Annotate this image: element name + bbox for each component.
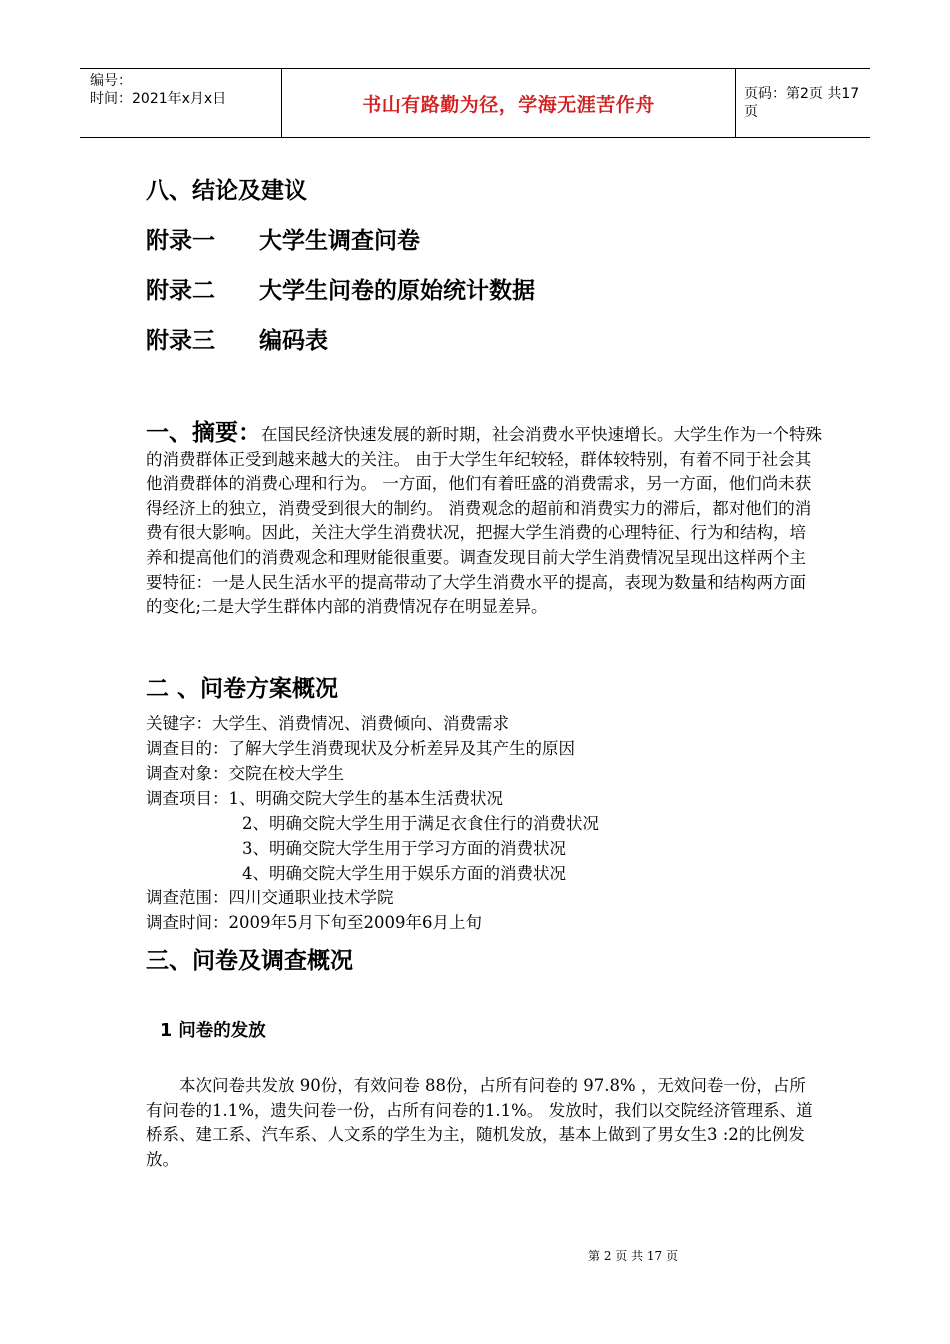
toc-title: 编码表 — [259, 328, 328, 354]
abstract-heading: 一、摘要： — [146, 420, 261, 446]
items-line: 3、明确交院大学生用于学习方面的消费状况 — [242, 839, 566, 858]
page-footer — [0, 1247, 950, 1264]
section-2-heading: 二 、问卷方案概况 — [146, 676, 339, 702]
subsection-heading: 1 问卷的发放 — [160, 1021, 266, 1041]
toc-item — [146, 272, 535, 305]
target-line: 调查对象：交院在校大学生 — [146, 764, 344, 783]
keywords-line: 关键字：大学生、消费情况、消费倾向、消费需求 — [146, 714, 509, 733]
footer-page-number: 第 2 页 共 17 页 — [588, 1249, 678, 1263]
toc-label: 八、结论及建议 — [146, 178, 307, 204]
page-info: 页码：第2页 共17页 — [744, 86, 860, 120]
document-number: 编号： — [90, 73, 132, 89]
section-3-heading: 三、问卷及调查概况 — [146, 948, 353, 974]
toc-label: 附录三 — [146, 328, 215, 354]
scope-line: 调查范围：四川交通职业技术学院 — [146, 888, 394, 907]
document-time: 时间：2021年x月x日 — [90, 91, 227, 107]
distribution-paragraph: 本次问卷共发放 90份，有效问卷 88份，占所有问卷的 97.8% ，无效问卷一份，占所有问卷的1.1%，遗失问卷一份，占所有问卷的1.1%。 发放时，我们以交院经济管理系、道桥系、建工系、汽车系、人文系的学生为主，随机发放，基本上做到了男女生3 :2的比例发放。 — [146, 1076, 813, 1169]
toc-item — [146, 222, 420, 255]
items-line: 调查项目：1、明确交院大学生的基本生活费状况 — [146, 789, 503, 808]
abstract-paragraph — [146, 421, 822, 620]
header-right-cell — [736, 69, 870, 137]
purpose-line: 调查目的：了解大学生消费现状及分析差异及其产生的原因 — [146, 739, 575, 758]
toc-label: 附录二 — [146, 278, 215, 304]
motto: 书山有路勤为径，学海无涯苦作舟 — [362, 93, 655, 116]
page-header — [80, 68, 870, 138]
toc-title: 大学生调查问卷 — [259, 228, 420, 254]
header-center-cell — [281, 69, 736, 137]
period-line: 调查时间：2009年5月下旬至2009年6月上旬 — [146, 913, 482, 932]
items-line: 2、明确交院大学生用于满足衣食住行的消费状况 — [242, 814, 599, 833]
toc-label: 附录一 — [146, 228, 215, 254]
abstract-text: 在国民经济快速发展的新时期，社会消费水平快速增长。大学生作为一个特殊的消费群体正受到越来越大的关注。 由于大学生年纪较轻，群体较特别，有着不同于社会其他消费群体的消费心理和行为。 一方面，他们有着旺盛的消费需求，另一方面，他们尚未获得经济上的独立，消费受到很大的制约。 消费观念的超前和消费实力的滞后，都对他们的消费有很大影响。因此，关注大学生消费状况，把握大学生消费的心理特征、行为和结构，培养和提高他们的消费观念和理财能很重要。调查发现目前大学生消费情况呈现出这样两个主要特征：一是人民生活水平的提高带动了大学生消费水平的提高，表现为数量和结构两方面的变化;二是大学生群体内部的消费情况存在明显差异。 — [146, 425, 822, 617]
items-line: 4、明确交院大学生用于娱乐方面的消费状况 — [242, 864, 566, 883]
toc-title: 大学生问卷的原始统计数据 — [259, 278, 535, 304]
toc-item — [146, 322, 328, 355]
toc-item — [146, 172, 307, 205]
header-left-cell — [80, 69, 280, 137]
